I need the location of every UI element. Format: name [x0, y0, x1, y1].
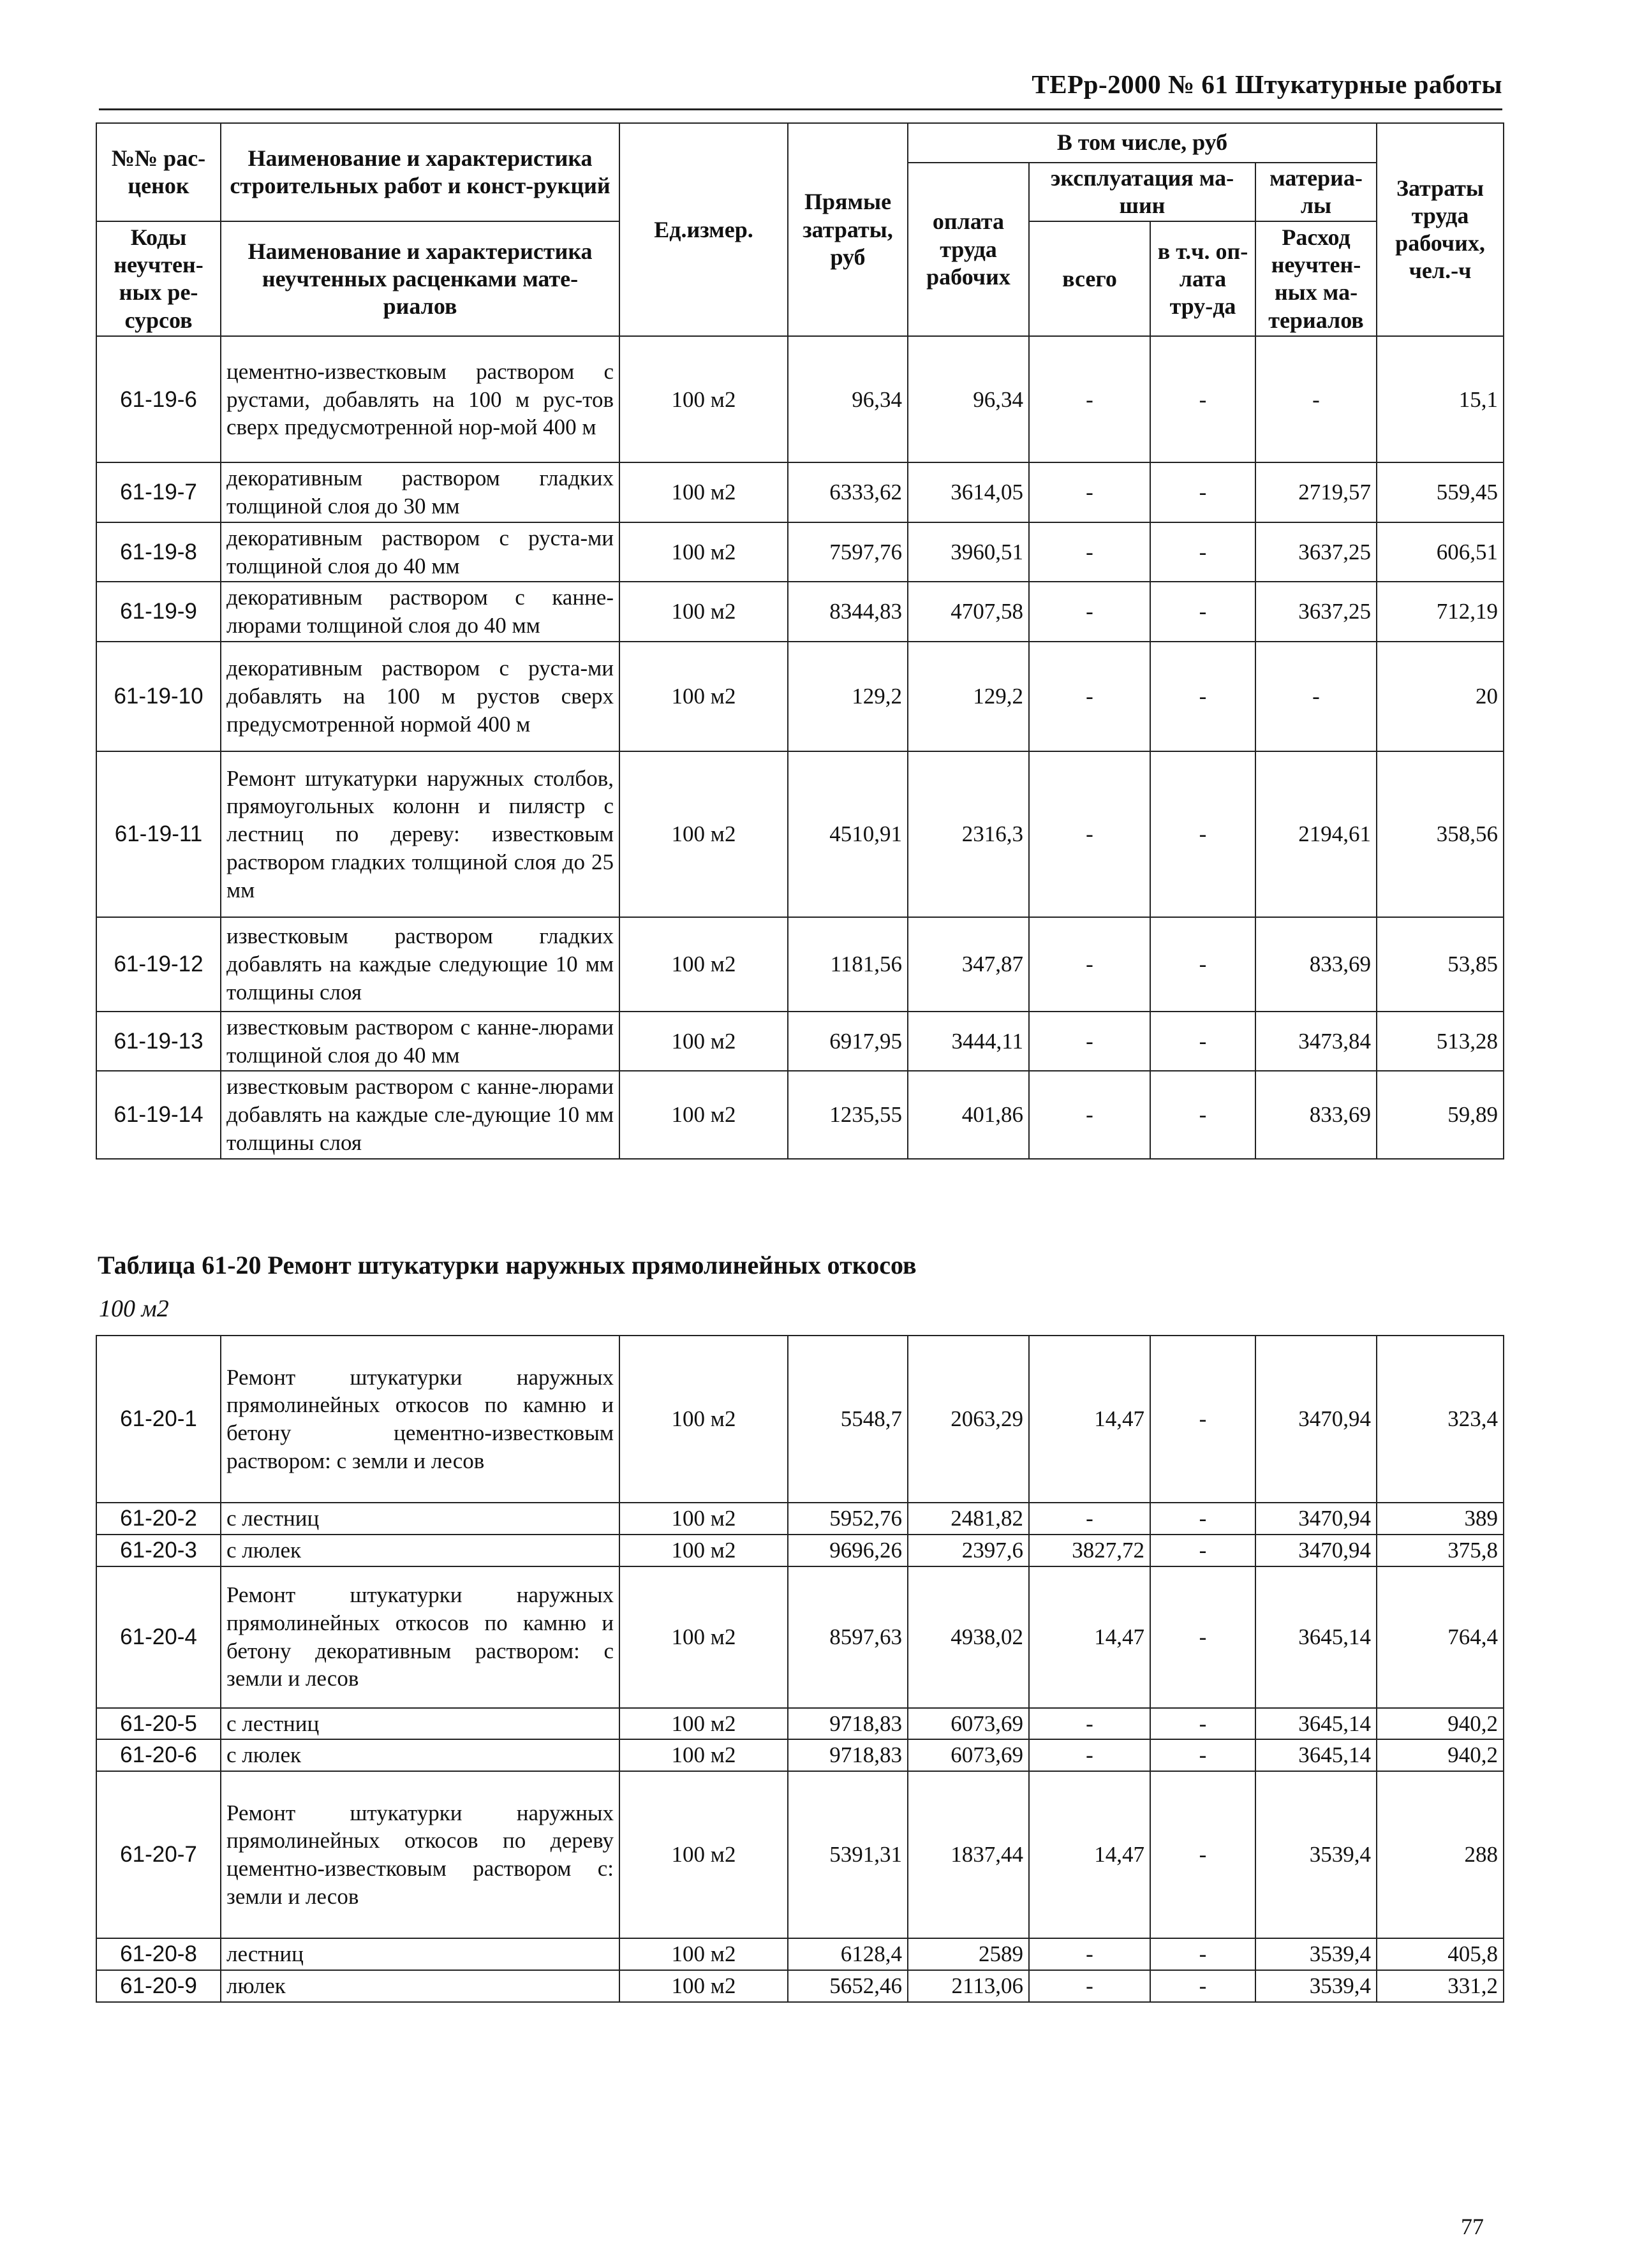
table-row — [96, 1970, 1504, 2002]
table-row — [96, 642, 1504, 751]
row-machines-total: - — [1029, 1071, 1150, 1158]
row-unit: 100 м2 — [619, 1771, 788, 1938]
row-machines-total: 14,47 — [1029, 1336, 1150, 1503]
row-direct-cost: 4510,91 — [788, 751, 908, 917]
col-header-material-use: Расход неучтен-ных ма-териалов — [1255, 221, 1377, 336]
row-materials: - — [1255, 642, 1377, 751]
row-labor-hours: 15,1 — [1377, 336, 1504, 462]
row-direct-cost: 9718,83 — [788, 1739, 908, 1771]
row-machines-labor: - — [1150, 751, 1255, 917]
row-labor-hours: 513,28 — [1377, 1012, 1504, 1071]
row-machines-labor: - — [1150, 1739, 1255, 1771]
col-header-name2: Наименование и характеристика неучтенных расценками мате-риалов — [221, 221, 619, 336]
row-materials: 833,69 — [1255, 1071, 1377, 1158]
row-machines-total: - — [1029, 642, 1150, 751]
row-code: 61-20-8 — [96, 1938, 221, 1970]
page-header-title: ТЕРр-2000 № 61 Штукатурные работы — [1032, 70, 1502, 99]
rates-table-61-20 — [96, 1335, 1504, 2003]
col-header-labor: оплата труда рабочих — [908, 163, 1029, 336]
row-machines-labor: - — [1150, 1503, 1255, 1535]
row-description: декоративным раствором с руста-ми толщиной слоя до 40 мм — [221, 522, 619, 582]
row-unit: 100 м2 — [619, 582, 788, 642]
table-title: Таблица 61-20 Ремонт штукатурки наружных прямолинейных откосов — [98, 1251, 917, 1279]
row-labor-pay: 3444,11 — [908, 1012, 1029, 1071]
row-code: 61-19-8 — [96, 522, 221, 582]
row-direct-cost: 5652,46 — [788, 1970, 908, 2002]
row-direct-cost: 5952,76 — [788, 1503, 908, 1535]
row-direct-cost: 9718,83 — [788, 1708, 908, 1740]
row-code: 61-19-13 — [96, 1012, 221, 1071]
row-unit: 100 м2 — [619, 642, 788, 751]
row-machines-total: - — [1029, 1012, 1150, 1071]
row-materials: 3539,4 — [1255, 1771, 1377, 1938]
row-materials: 3645,14 — [1255, 1566, 1377, 1708]
row-labor-hours: 323,4 — [1377, 1336, 1504, 1503]
row-unit: 100 м2 — [619, 1938, 788, 1970]
row-labor-hours: 764,4 — [1377, 1566, 1504, 1708]
table-row — [96, 917, 1504, 1012]
row-machines-labor: - — [1150, 1708, 1255, 1740]
row-description: декоративным раствором с руста-ми добавлять на 100 м рустов сверх предусмотренной нормой 400 м — [221, 642, 619, 751]
row-direct-cost: 7597,76 — [788, 522, 908, 582]
table-row — [96, 1535, 1504, 1566]
table-row — [96, 1336, 1504, 1503]
row-description: декоративным раствором гладких толщиной слоя до 30 мм — [221, 462, 619, 522]
row-code: 61-19-11 — [96, 751, 221, 917]
table-row — [96, 1771, 1504, 1938]
row-code: 61-20-9 — [96, 1970, 221, 2002]
row-code: 61-19-12 — [96, 917, 221, 1012]
row-description: с люлек — [221, 1739, 619, 1771]
col-header-direct: Прямые затраты, руб — [788, 123, 908, 336]
table-row — [96, 751, 1504, 917]
col-header-unit: Ед.измер. — [619, 123, 788, 336]
row-direct-cost: 5548,7 — [788, 1336, 908, 1503]
row-machines-labor: - — [1150, 917, 1255, 1012]
row-machines-total: - — [1029, 1503, 1150, 1535]
row-labor-hours: 59,89 — [1377, 1071, 1504, 1158]
col-header-num: №№ рас-ценок — [96, 123, 221, 221]
row-unit: 100 м2 — [619, 336, 788, 462]
row-description: люлек — [221, 1970, 619, 2002]
row-code: 61-20-4 — [96, 1566, 221, 1708]
row-description: цементно-известковым раствором с рустами, добавлять на 100 м рус-тов сверх предусмотренной нор-мой 400 м — [221, 336, 619, 462]
row-materials: - — [1255, 336, 1377, 462]
col-header-total: всего — [1029, 221, 1150, 336]
row-labor-pay: 2397,6 — [908, 1535, 1029, 1566]
row-machines-labor: - — [1150, 1012, 1255, 1071]
row-labor-pay: 1837,44 — [908, 1771, 1029, 1938]
row-direct-cost: 6333,62 — [788, 462, 908, 522]
row-labor-pay: 129,2 — [908, 642, 1029, 751]
row-machines-labor: - — [1150, 1771, 1255, 1938]
row-direct-cost: 1181,56 — [788, 917, 908, 1012]
table-row — [96, 1739, 1504, 1771]
row-description: лестниц — [221, 1938, 619, 1970]
row-materials: 3539,4 — [1255, 1938, 1377, 1970]
row-direct-cost: 8344,83 — [788, 582, 908, 642]
table-row — [96, 582, 1504, 642]
row-labor-pay: 2481,82 — [908, 1503, 1029, 1535]
row-description: Ремонт штукатурки наружных прямолинейных откосов по дереву цементно-известковым раствором с: земли и лесов — [221, 1771, 619, 1938]
col-header-incl: В том числе, руб — [908, 123, 1377, 163]
row-labor-hours: 389 — [1377, 1503, 1504, 1535]
table-row — [96, 1566, 1504, 1708]
row-machines-labor: - — [1150, 642, 1255, 751]
row-direct-cost: 9696,26 — [788, 1535, 908, 1566]
table-row — [96, 522, 1504, 582]
row-direct-cost: 8597,63 — [788, 1566, 908, 1708]
row-machines-labor: - — [1150, 1566, 1255, 1708]
row-materials: 3645,14 — [1255, 1708, 1377, 1740]
row-labor-hours: 358,56 — [1377, 751, 1504, 917]
row-labor-hours: 940,2 — [1377, 1739, 1504, 1771]
row-code: 61-19-14 — [96, 1071, 221, 1158]
row-machines-total: - — [1029, 522, 1150, 582]
row-labor-pay: 3960,51 — [908, 522, 1029, 582]
row-materials: 3470,94 — [1255, 1535, 1377, 1566]
row-unit: 100 м2 — [619, 1566, 788, 1708]
row-unit: 100 м2 — [619, 1708, 788, 1740]
col-header-codes: Коды неучтен-ных ре-сурсов — [96, 221, 221, 336]
row-unit: 100 м2 — [619, 751, 788, 917]
row-code: 61-20-1 — [96, 1336, 221, 1503]
row-code: 61-20-6 — [96, 1739, 221, 1771]
row-machines-total: - — [1029, 1970, 1150, 2002]
row-direct-cost: 1235,55 — [788, 1071, 908, 1158]
row-unit: 100 м2 — [619, 462, 788, 522]
row-machines-labor: - — [1150, 522, 1255, 582]
row-machines-labor: - — [1150, 1535, 1255, 1566]
col-header-labor-cost: Затраты труда рабочих, чел.-ч — [1377, 123, 1504, 336]
row-code: 61-19-9 — [96, 582, 221, 642]
row-labor-hours: 288 — [1377, 1771, 1504, 1938]
table-row — [96, 1012, 1504, 1071]
row-description: Ремонт штукатурки наружных прямолинейных откосов по камню и бетону декоративным раствором: с земли и лесов — [221, 1566, 619, 1708]
row-machines-total: - — [1029, 462, 1150, 522]
row-unit: 100 м2 — [619, 1739, 788, 1771]
row-code: 61-20-7 — [96, 1771, 221, 1938]
row-machines-total: - — [1029, 751, 1150, 917]
row-materials: 2719,57 — [1255, 462, 1377, 522]
row-code: 61-19-10 — [96, 642, 221, 751]
col-header-name: Наименование и характеристика строительных работ и конст-рукций — [221, 123, 619, 221]
row-description: известковым раствором с канне-люрами толщиной слоя до 40 мм — [221, 1012, 619, 1071]
page-number: 77 — [1461, 2214, 1484, 2239]
row-materials: 2194,61 — [1255, 751, 1377, 917]
row-description: с лестниц — [221, 1503, 619, 1535]
row-machines-labor: - — [1150, 582, 1255, 642]
row-labor-hours: 375,8 — [1377, 1535, 1504, 1566]
row-description: Ремонт штукатурки наружных столбов, прямоугольных колонн и пилястр с лестниц по дереву: известковым раствором гладких толщиной слоя до 25 мм — [221, 751, 619, 917]
row-materials: 3645,14 — [1255, 1739, 1377, 1771]
row-labor-hours: 940,2 — [1377, 1708, 1504, 1740]
row-code: 61-20-5 — [96, 1708, 221, 1740]
rates-table-61-19 — [96, 122, 1504, 1160]
row-unit: 100 м2 — [619, 1336, 788, 1503]
row-machines-total: - — [1029, 917, 1150, 1012]
row-unit: 100 м2 — [619, 522, 788, 582]
row-code: 61-19-6 — [96, 336, 221, 462]
row-unit: 100 м2 — [619, 1970, 788, 2002]
row-labor-hours: 20 — [1377, 642, 1504, 751]
row-labor-pay: 347,87 — [908, 917, 1029, 1012]
col-header-machines: эксплуатация ма-шин — [1029, 163, 1255, 221]
row-machines-total: 14,47 — [1029, 1771, 1150, 1938]
row-labor-hours: 53,85 — [1377, 917, 1504, 1012]
row-description: с лестниц — [221, 1708, 619, 1740]
col-header-incl-labor: в т.ч. оп-лата тру-да — [1150, 221, 1255, 336]
row-direct-cost: 5391,31 — [788, 1771, 908, 1938]
table-row — [96, 462, 1504, 522]
row-code: 61-19-7 — [96, 462, 221, 522]
row-machines-labor: - — [1150, 1970, 1255, 2002]
row-description: известковым раствором гладких добавлять на каждые следующие 10 мм толщины слоя — [221, 917, 619, 1012]
row-materials: 3473,84 — [1255, 1012, 1377, 1071]
row-materials: 3539,4 — [1255, 1970, 1377, 2002]
row-machines-total: - — [1029, 336, 1150, 462]
row-direct-cost: 6128,4 — [788, 1938, 908, 1970]
row-machines-total: - — [1029, 1739, 1150, 1771]
page-header — [99, 64, 1502, 110]
row-machines-total: - — [1029, 582, 1150, 642]
row-machines-labor: - — [1150, 1336, 1255, 1503]
row-labor-pay: 3614,05 — [908, 462, 1029, 522]
table-row — [96, 1071, 1504, 1158]
row-machines-total: - — [1029, 1938, 1150, 1970]
table-row — [96, 1938, 1504, 1970]
table-row — [96, 1503, 1504, 1535]
row-labor-pay: 2589 — [908, 1938, 1029, 1970]
row-code: 61-20-2 — [96, 1503, 221, 1535]
row-direct-cost: 129,2 — [788, 642, 908, 751]
row-machines-labor: - — [1150, 1071, 1255, 1158]
row-labor-hours: 606,51 — [1377, 522, 1504, 582]
row-description: декоративным раствором с канне-люрами толщиной слоя до 40 мм — [221, 582, 619, 642]
row-machines-labor: - — [1150, 1938, 1255, 1970]
row-unit: 100 м2 — [619, 1535, 788, 1566]
row-code: 61-20-3 — [96, 1535, 221, 1566]
row-description: Ремонт штукатурки наружных прямолинейных откосов по камню и бетону цементно-известковым раствором: с земли и лесов — [221, 1336, 619, 1503]
row-labor-pay: 96,34 — [908, 336, 1029, 462]
row-labor-hours: 712,19 — [1377, 582, 1504, 642]
row-labor-hours: 331,2 — [1377, 1970, 1504, 2002]
row-unit: 100 м2 — [619, 917, 788, 1012]
row-labor-pay: 4707,58 — [908, 582, 1029, 642]
row-labor-hours: 405,8 — [1377, 1938, 1504, 1970]
row-machines-labor: - — [1150, 462, 1255, 522]
col-header-materials: материа-лы — [1255, 163, 1377, 221]
row-materials: 833,69 — [1255, 917, 1377, 1012]
row-materials: 3470,94 — [1255, 1503, 1377, 1535]
row-machines-total: 14,47 — [1029, 1566, 1150, 1708]
row-direct-cost: 96,34 — [788, 336, 908, 462]
row-unit: 100 м2 — [619, 1071, 788, 1158]
table-row — [96, 1708, 1504, 1740]
row-labor-pay: 2316,3 — [908, 751, 1029, 917]
row-materials: 3470,94 — [1255, 1336, 1377, 1503]
row-labor-pay: 4938,02 — [908, 1566, 1029, 1708]
row-machines-total: 3827,72 — [1029, 1535, 1150, 1566]
row-unit: 100 м2 — [619, 1012, 788, 1071]
row-description: с люлек — [221, 1535, 619, 1566]
row-machines-labor: - — [1150, 336, 1255, 462]
row-materials: 3637,25 — [1255, 582, 1377, 642]
table-unit: 100 м2 — [99, 1295, 169, 1322]
row-labor-hours: 559,45 — [1377, 462, 1504, 522]
row-labor-pay: 6073,69 — [908, 1708, 1029, 1740]
table-row — [96, 336, 1504, 462]
row-labor-pay: 2113,06 — [908, 1970, 1029, 2002]
row-description: известковым раствором с канне-люрами добавлять на каждые сле-дующие 10 мм толщины слоя — [221, 1071, 619, 1158]
row-labor-pay: 401,86 — [908, 1071, 1029, 1158]
row-labor-pay: 6073,69 — [908, 1739, 1029, 1771]
row-materials: 3637,25 — [1255, 522, 1377, 582]
row-machines-total: - — [1029, 1708, 1150, 1740]
row-unit: 100 м2 — [619, 1503, 788, 1535]
row-labor-pay: 2063,29 — [908, 1336, 1029, 1503]
row-direct-cost: 6917,95 — [788, 1012, 908, 1071]
